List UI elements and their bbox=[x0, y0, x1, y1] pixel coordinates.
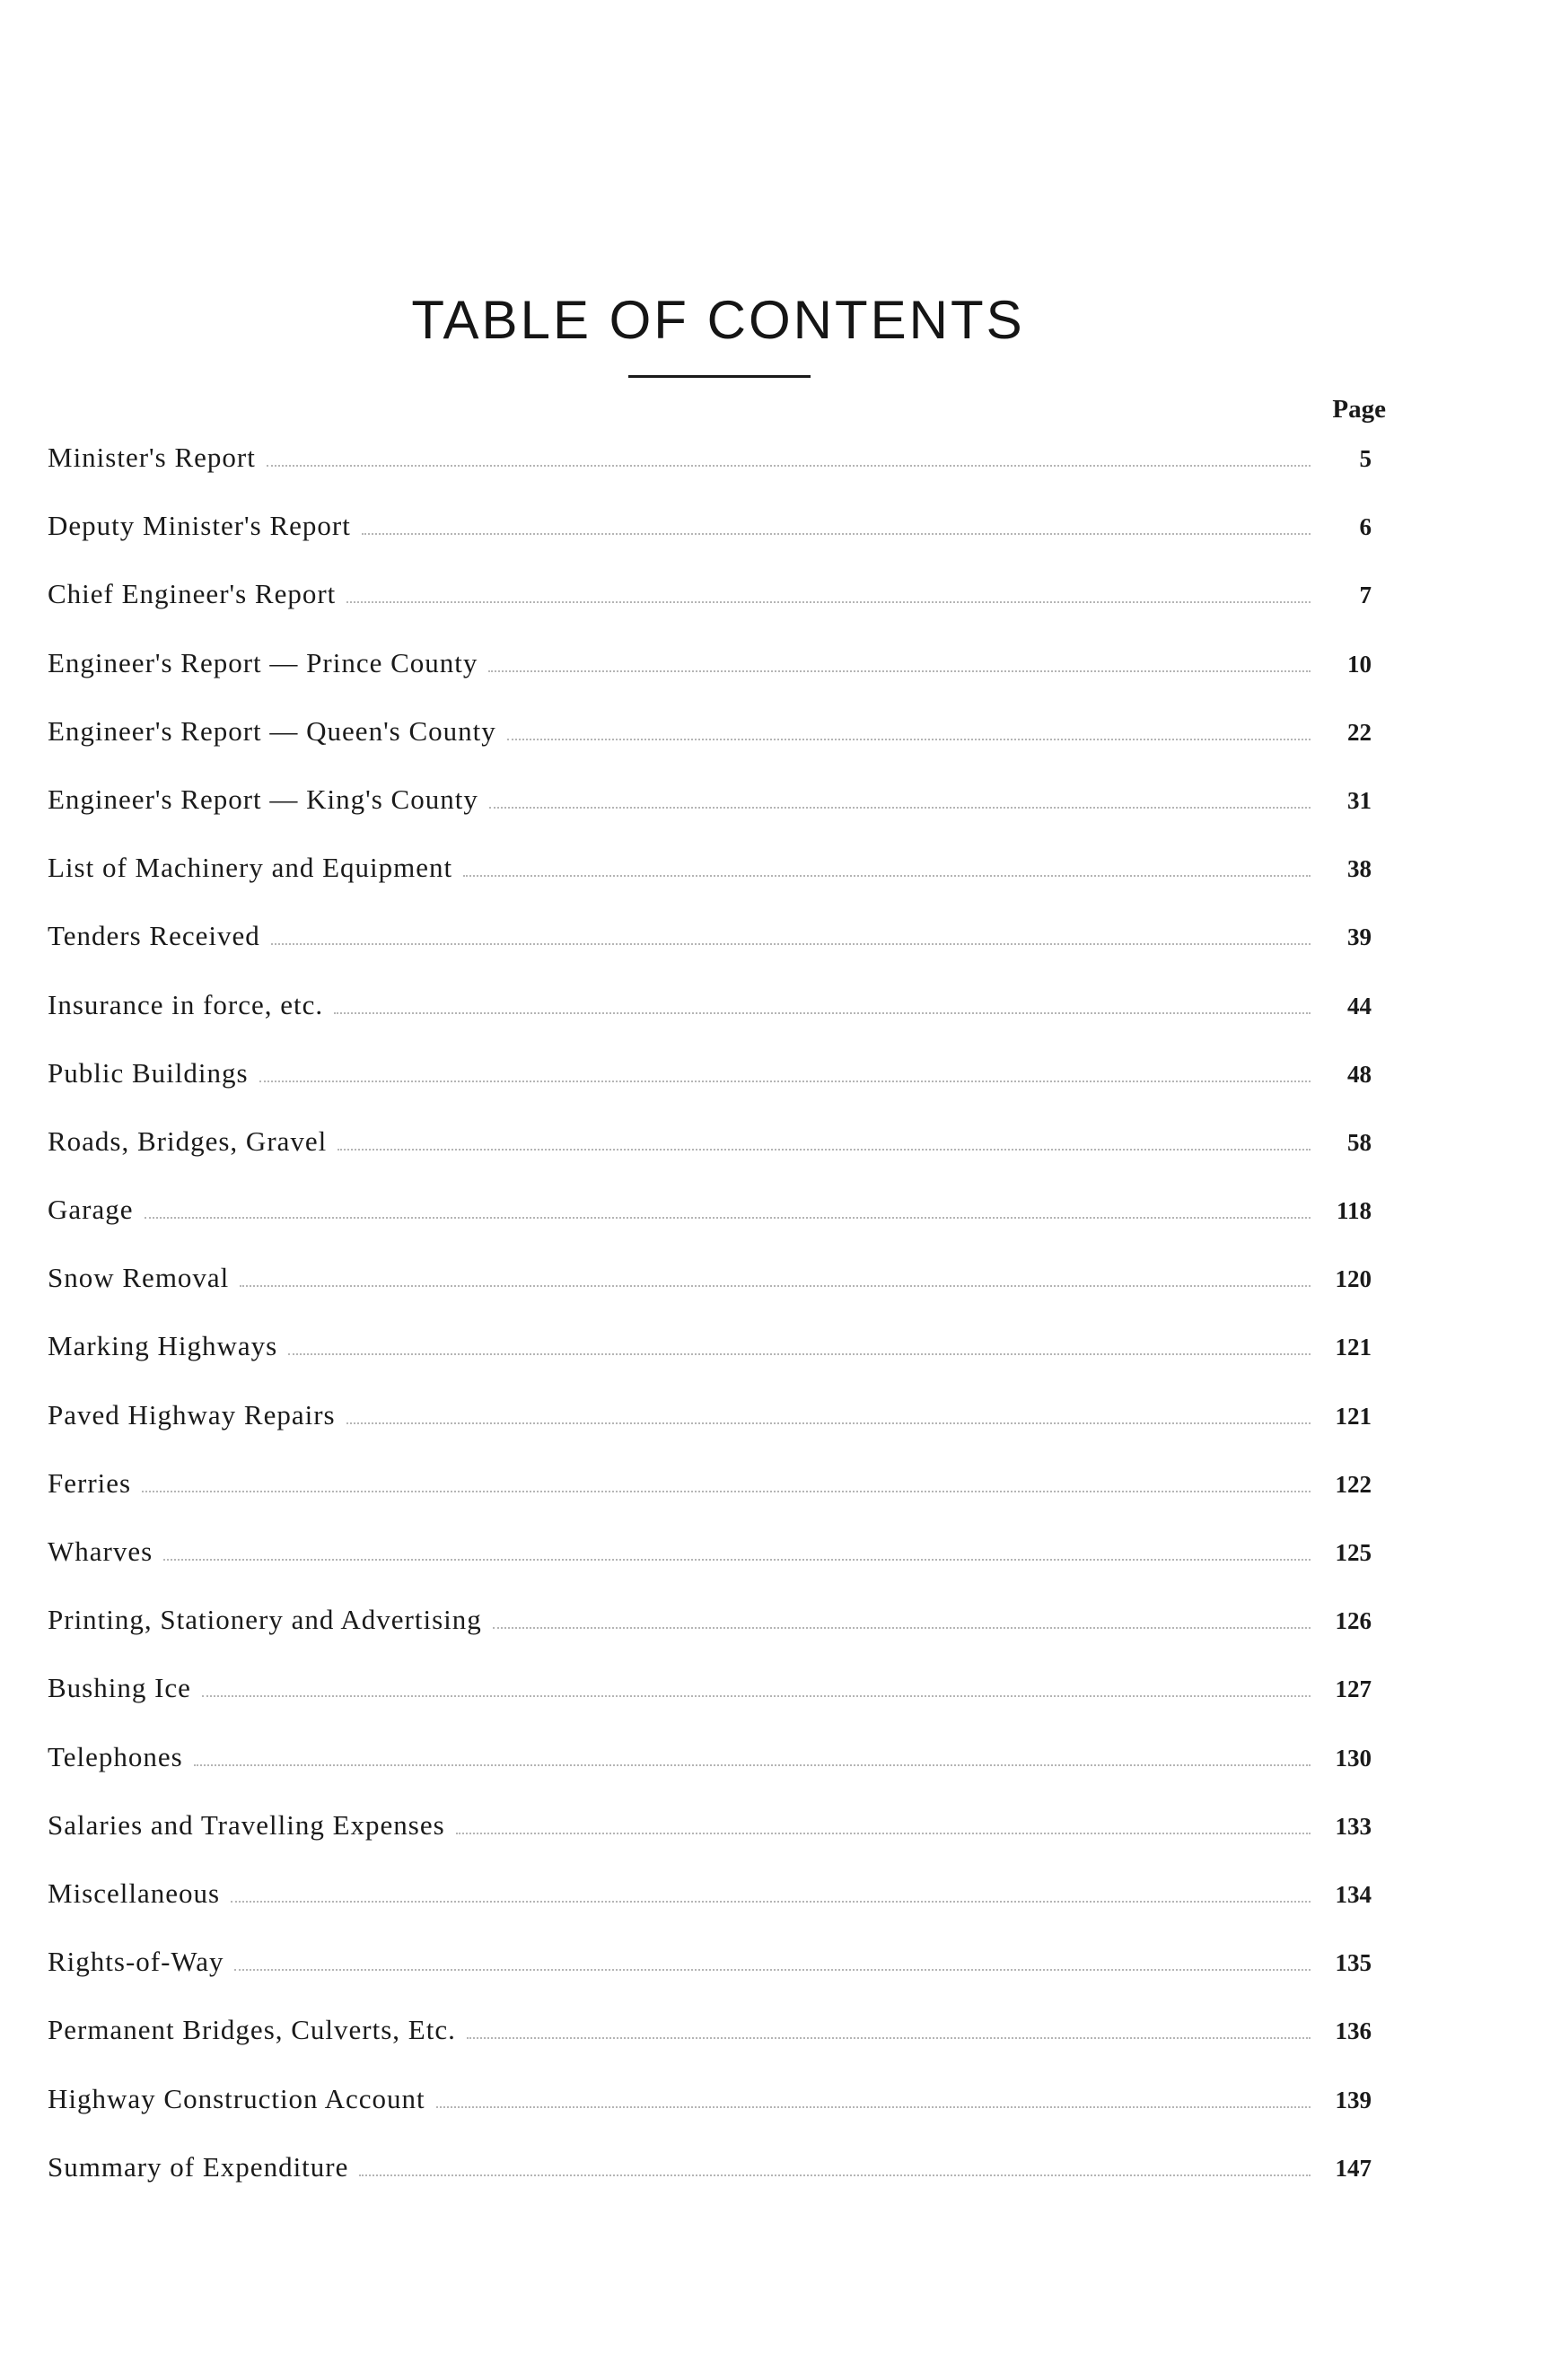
dot-leader bbox=[346, 1422, 1311, 1424]
toc-entry-label: Bushing Ice bbox=[48, 1672, 191, 1704]
dot-leader bbox=[359, 2174, 1311, 2176]
toc-entry bbox=[48, 578, 1372, 646]
toc-entry-label: Permanent Bridges, Culverts, Etc. bbox=[48, 2014, 456, 2046]
toc-entry-page-number: 22 bbox=[1347, 718, 1372, 746]
page-column-header: Page bbox=[1332, 395, 1386, 424]
dot-leader bbox=[240, 1285, 1311, 1287]
toc-entry bbox=[48, 1467, 1372, 1536]
toc-entry-page-number: 31 bbox=[1347, 786, 1372, 814]
toc-entry bbox=[48, 1741, 1372, 1809]
toc-entry-label: Salaries and Travelling Expenses bbox=[48, 1808, 445, 1841]
toc-entry-page-number: 48 bbox=[1347, 1060, 1372, 1088]
dot-leader bbox=[194, 1764, 1311, 1766]
toc-entry-label: Telephones bbox=[48, 1740, 183, 1772]
toc-entry bbox=[48, 2014, 1372, 2082]
toc-entry bbox=[48, 1877, 1372, 1946]
toc-entry bbox=[48, 1672, 1372, 1740]
toc-entry bbox=[48, 1194, 1372, 1262]
dot-leader bbox=[346, 601, 1311, 603]
toc-entry-page-number: 136 bbox=[1335, 2017, 1372, 2045]
toc-entry-label: Highway Construction Account bbox=[48, 2082, 425, 2114]
toc-entry-page-number: 6 bbox=[1359, 513, 1372, 541]
toc-entry-page-number: 38 bbox=[1347, 855, 1372, 883]
dot-leader bbox=[145, 1217, 1311, 1219]
toc-entry-page-number: 120 bbox=[1335, 1265, 1372, 1293]
toc-entry-label: Engineer's Report — King's County bbox=[48, 783, 478, 815]
dot-leader bbox=[271, 943, 1311, 945]
dot-leader bbox=[338, 1149, 1311, 1151]
toc-entry-page-number: 118 bbox=[1336, 1197, 1372, 1225]
dot-leader bbox=[334, 1012, 1311, 1014]
toc-entry bbox=[48, 647, 1372, 715]
toc-entry bbox=[48, 715, 1372, 783]
dot-leader bbox=[489, 807, 1311, 809]
toc-entry-label: Printing, Stationery and Advertising bbox=[48, 1604, 482, 1636]
toc-entry-label: Tenders Received bbox=[48, 920, 260, 952]
toc-entry-label: Wharves bbox=[48, 1536, 153, 1567]
toc-entry-label: List of Machinery and Equipment bbox=[48, 852, 453, 884]
dot-leader bbox=[456, 1833, 1311, 1834]
toc-entry-label: Roads, Bridges, Gravel bbox=[48, 1124, 328, 1157]
toc-entry bbox=[48, 1262, 1372, 1330]
dot-leader bbox=[288, 1353, 1311, 1355]
dot-leader bbox=[234, 1969, 1311, 1971]
toc-entry-label: Ferries bbox=[48, 1466, 132, 1499]
toc-entry-label: Miscellaneous bbox=[48, 1877, 221, 1909]
toc-entry bbox=[48, 1330, 1372, 1398]
toc-entry-label: Rights-of-Way bbox=[48, 1946, 224, 1978]
dot-leader bbox=[436, 2106, 1311, 2108]
toc-entry bbox=[48, 1057, 1372, 1125]
toc-entry-label: Engineer's Report — Prince County bbox=[48, 646, 478, 678]
dot-leader bbox=[202, 1695, 1311, 1697]
toc-entry bbox=[48, 783, 1372, 852]
toc-entry bbox=[48, 1125, 1372, 1194]
dot-leader bbox=[163, 1559, 1311, 1561]
toc-entry bbox=[48, 1604, 1372, 1672]
toc-entry bbox=[48, 1809, 1372, 1877]
dot-leader bbox=[488, 670, 1311, 672]
toc-entry-page-number: 5 bbox=[1359, 445, 1372, 472]
toc-entry bbox=[48, 2083, 1372, 2151]
toc-entry bbox=[48, 989, 1372, 1057]
toc-entry-label: Marking Highways bbox=[48, 1330, 278, 1362]
toc-entry-page-number: 147 bbox=[1335, 2154, 1372, 2182]
toc-entry-page-number: 130 bbox=[1335, 1744, 1372, 1772]
toc-entry-page-number: 39 bbox=[1347, 923, 1372, 951]
toc-entry-label: Engineer's Report — Queen's County bbox=[48, 714, 496, 747]
toc-entry bbox=[48, 442, 1372, 510]
dot-leader bbox=[493, 1627, 1311, 1629]
toc-entry-label: Paved Highway Repairs bbox=[48, 1398, 336, 1431]
toc-entry-label: Snow Removal bbox=[48, 1262, 230, 1294]
toc-entry-label: Deputy Minister's Report bbox=[48, 510, 351, 542]
dot-leader bbox=[259, 1081, 1311, 1082]
dot-leader bbox=[362, 533, 1311, 535]
toc-entry-page-number: 7 bbox=[1359, 582, 1372, 609]
toc-entry-label: Summary of Expenditure bbox=[48, 2150, 349, 2183]
toc-entry-label: Public Buildings bbox=[48, 1056, 249, 1089]
dot-leader bbox=[231, 1901, 1311, 1903]
page-title: TABLE OF CONTENTS bbox=[411, 290, 1025, 350]
table-of-contents-list bbox=[48, 442, 1372, 2219]
toc-entry-page-number: 126 bbox=[1335, 1607, 1372, 1635]
dot-leader bbox=[507, 739, 1311, 740]
title-underline bbox=[628, 375, 811, 378]
dot-leader bbox=[463, 875, 1311, 877]
toc-entry-page-number: 122 bbox=[1335, 1470, 1372, 1498]
dot-leader bbox=[267, 465, 1311, 467]
toc-entry-page-number: 58 bbox=[1347, 1128, 1372, 1156]
toc-entry bbox=[48, 1946, 1372, 2014]
toc-entry-page-number: 135 bbox=[1335, 1949, 1372, 1977]
toc-entry bbox=[48, 852, 1372, 920]
toc-entry-page-number: 10 bbox=[1347, 650, 1372, 678]
toc-entry-label: Insurance in force, etc. bbox=[48, 988, 324, 1020]
toc-entry bbox=[48, 1536, 1372, 1604]
toc-entry-page-number: 121 bbox=[1335, 1402, 1372, 1430]
toc-entry-page-number: 44 bbox=[1347, 992, 1372, 1019]
toc-entry-page-number: 133 bbox=[1335, 1812, 1372, 1840]
toc-entry-page-number: 127 bbox=[1335, 1676, 1372, 1703]
toc-entry bbox=[48, 1399, 1372, 1467]
toc-entry bbox=[48, 920, 1372, 988]
toc-entry bbox=[48, 510, 1372, 578]
toc-entry-page-number: 139 bbox=[1335, 2086, 1372, 2113]
toc-entry-label: Garage bbox=[48, 1194, 134, 1226]
toc-entry-page-number: 125 bbox=[1335, 1539, 1372, 1566]
toc-entry-label: Minister's Report bbox=[48, 442, 256, 473]
toc-entry-label: Chief Engineer's Report bbox=[48, 578, 337, 610]
toc-entry-page-number: 121 bbox=[1335, 1334, 1372, 1361]
toc-entry-page-number: 134 bbox=[1335, 1880, 1372, 1908]
dot-leader bbox=[142, 1491, 1311, 1492]
toc-entry bbox=[48, 2151, 1372, 2219]
dot-leader bbox=[467, 2037, 1311, 2039]
